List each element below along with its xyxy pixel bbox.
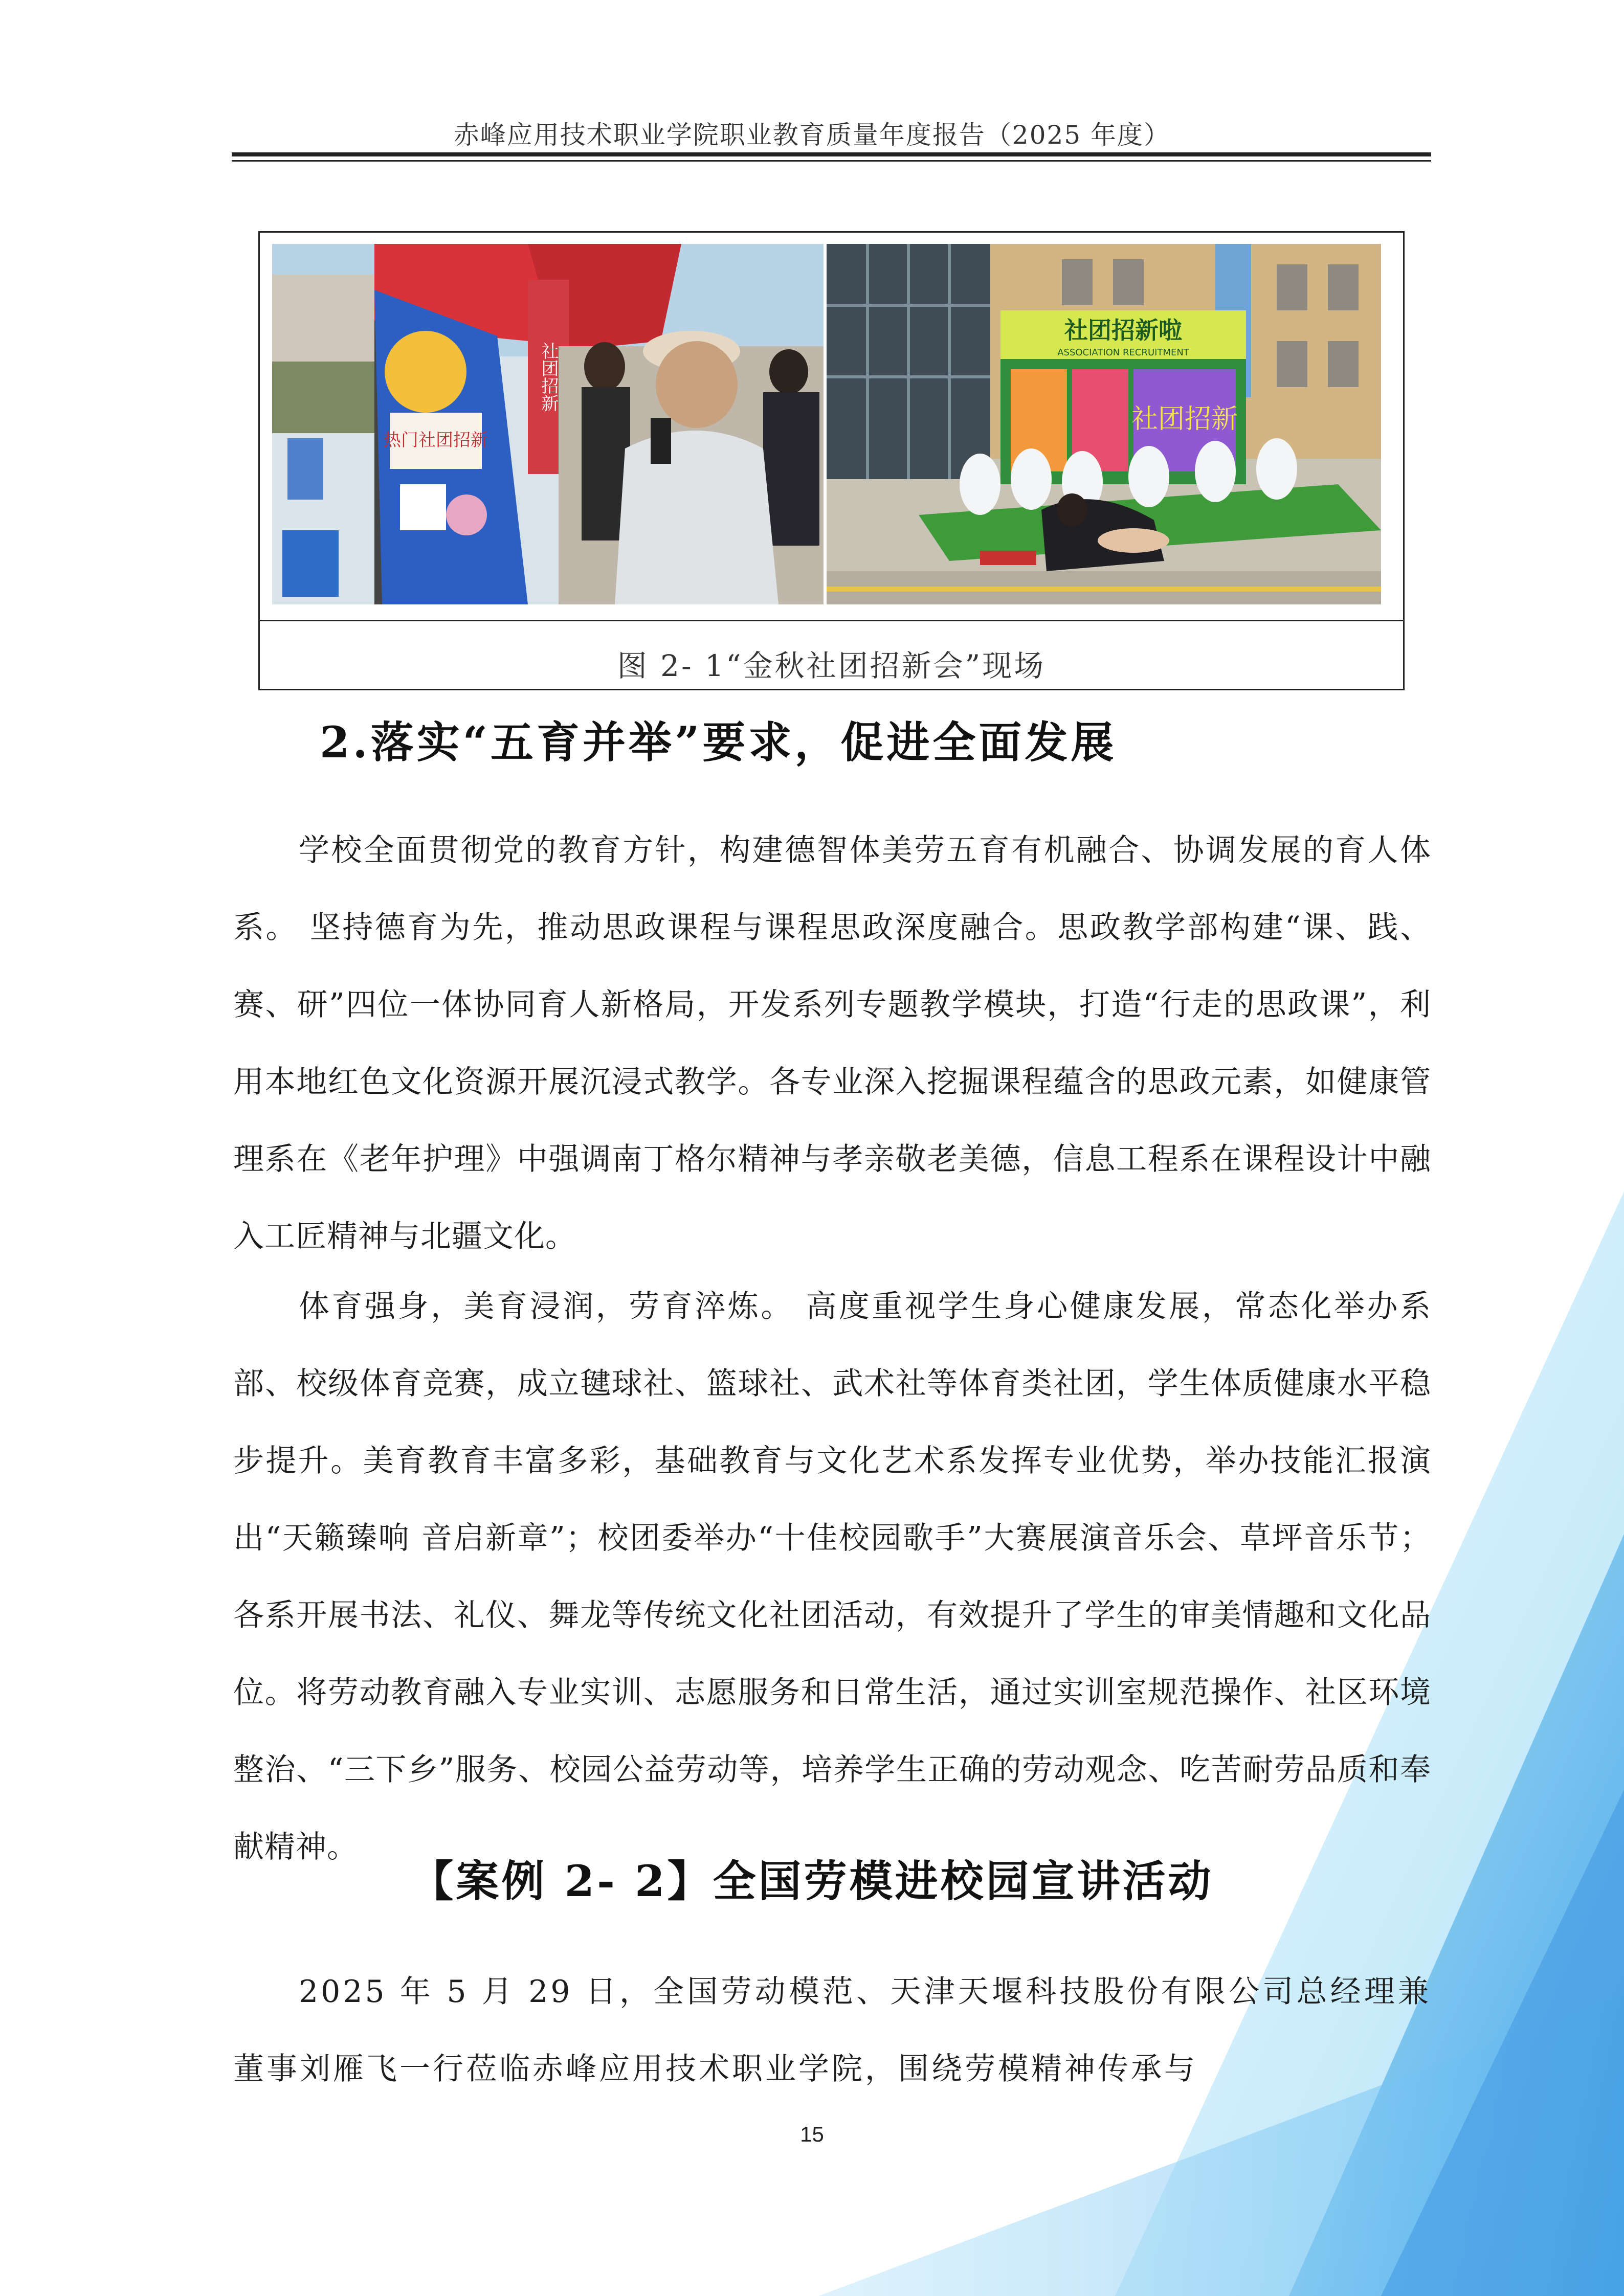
running-header: 赤峰应用技术职业学院职业教育质量年度报告（2025 年度） bbox=[453, 120, 1171, 150]
banner-subtitle: ASSOCIATION RECRUITMENT bbox=[1057, 347, 1189, 358]
flag-text: 社团招新 bbox=[538, 342, 559, 412]
paragraph-moral-education: 学校全面贯彻党的教育方针，构建德智体美劳五育有机融合、协调发展的育人体系。 坚持德育为先，推动思政课程与课程思政深度融合。思政教学部构建“课、践、赛、研”四位一体协同育人新格局，开发系列专题教学模块，打造“行走的思政课”，利用本地红色文化资源开展沉浸式教学。各专业深入挖掘课程蕴含的思政元素，如健康管理系在《老年护理》中强调南丁格尔精神与孝亲敬老美德，信息工程系在课程设计中融入工匠精神与北疆文化。 bbox=[233, 832, 1431, 1254]
paragraph-case-intro: 2025 年 5 月 29 日，全国劳动模范、天津天堰科技股份有限公司总经理兼董事刘雁飞一行莅临赤峰应用技术职业学院，围绕劳模精神传承与 bbox=[233, 1974, 1431, 2087]
case-heading: 【案例 2- 2】全国劳模进校园宣讲活动 bbox=[410, 1856, 1214, 1906]
figure bbox=[258, 231, 1405, 690]
page-number: 15 bbox=[800, 2122, 824, 2146]
header-rule-thin bbox=[232, 160, 1431, 162]
poster-text: 热门社团招新 bbox=[384, 430, 488, 451]
figure-caption-divider bbox=[260, 620, 1403, 621]
paragraph-physical-aesthetic-labor: 体育强身，美育浸润，劳育淬炼。 高度重视学生身心健康发展，常态化举办系部、校级体育竞赛，成立毽球社、篮球社、武术社等体育类社团，学生体质健康水平稳步提升。美育教育丰富多彩，基础教育与文化艺术系发挥专业优势，举办技能汇报演出“天籁臻响 音启新章”；校团委举办“十佳校园歌手”大赛展演音乐会、草坪音乐节；各系开展书法、礼仪、舞龙等传统文化社团活动，有效提升了学生的审美情趣和文化品位。将劳动教育融入专业实训、志愿服务和日常生活，通过实训室规范操作、社区环境整治、“三下乡”服务、校园公益劳动等，培养学生正确的劳动观念、吃苦耐劳品质和奉献精神。 bbox=[233, 1289, 1431, 1865]
banner-title: 社团招新啦 bbox=[1064, 317, 1182, 344]
figure-caption: 图 2- 1“金秋社团招新会”现场 bbox=[617, 648, 1046, 683]
banner-side-text: 社团招新 bbox=[1131, 404, 1238, 435]
header-rule bbox=[232, 152, 1431, 156]
section-heading: 2.落实“五育并举”要求，促进全面发展 bbox=[320, 717, 1117, 768]
photo-club-fair-booth bbox=[272, 244, 824, 604]
photo-recruitment-cpr-demo bbox=[827, 244, 1381, 604]
